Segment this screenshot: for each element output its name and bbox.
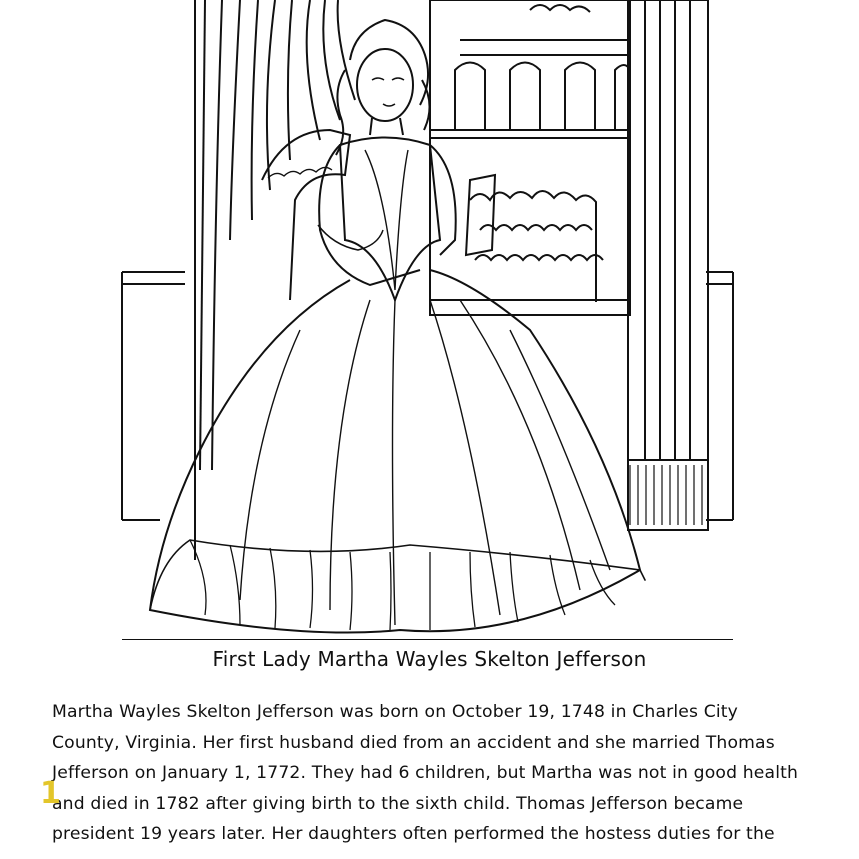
bio-line: County, Virginia. Her first husband died from an accident and she married Thomas — [52, 732, 775, 753]
head — [357, 49, 413, 121]
skirt — [150, 270, 640, 633]
bio-line: and died in 1782 after giving birth to the sixth child. Thomas Jefferson became — [52, 793, 744, 814]
right-curtain — [628, 0, 708, 460]
window-frame — [430, 0, 630, 315]
page-number: 1 — [40, 776, 61, 811]
page-title: First Lady Martha Wayles Skelton Jefferson — [212, 647, 647, 671]
bio-line: Martha Wayles Skelton Jefferson was born on October 19, 1748 in Charles City — [52, 702, 738, 722]
bodice — [340, 138, 440, 301]
chair-back — [262, 130, 350, 300]
bio-line: president 19 years later. Her daughters often performed the hostess duties for the — [52, 824, 775, 845]
book — [466, 175, 495, 255]
bio-line: Jefferson on January 1, 1772. They had 6 children, but Martha was not in good health — [52, 763, 799, 784]
biography-paragraph — [52, 697, 842, 850]
